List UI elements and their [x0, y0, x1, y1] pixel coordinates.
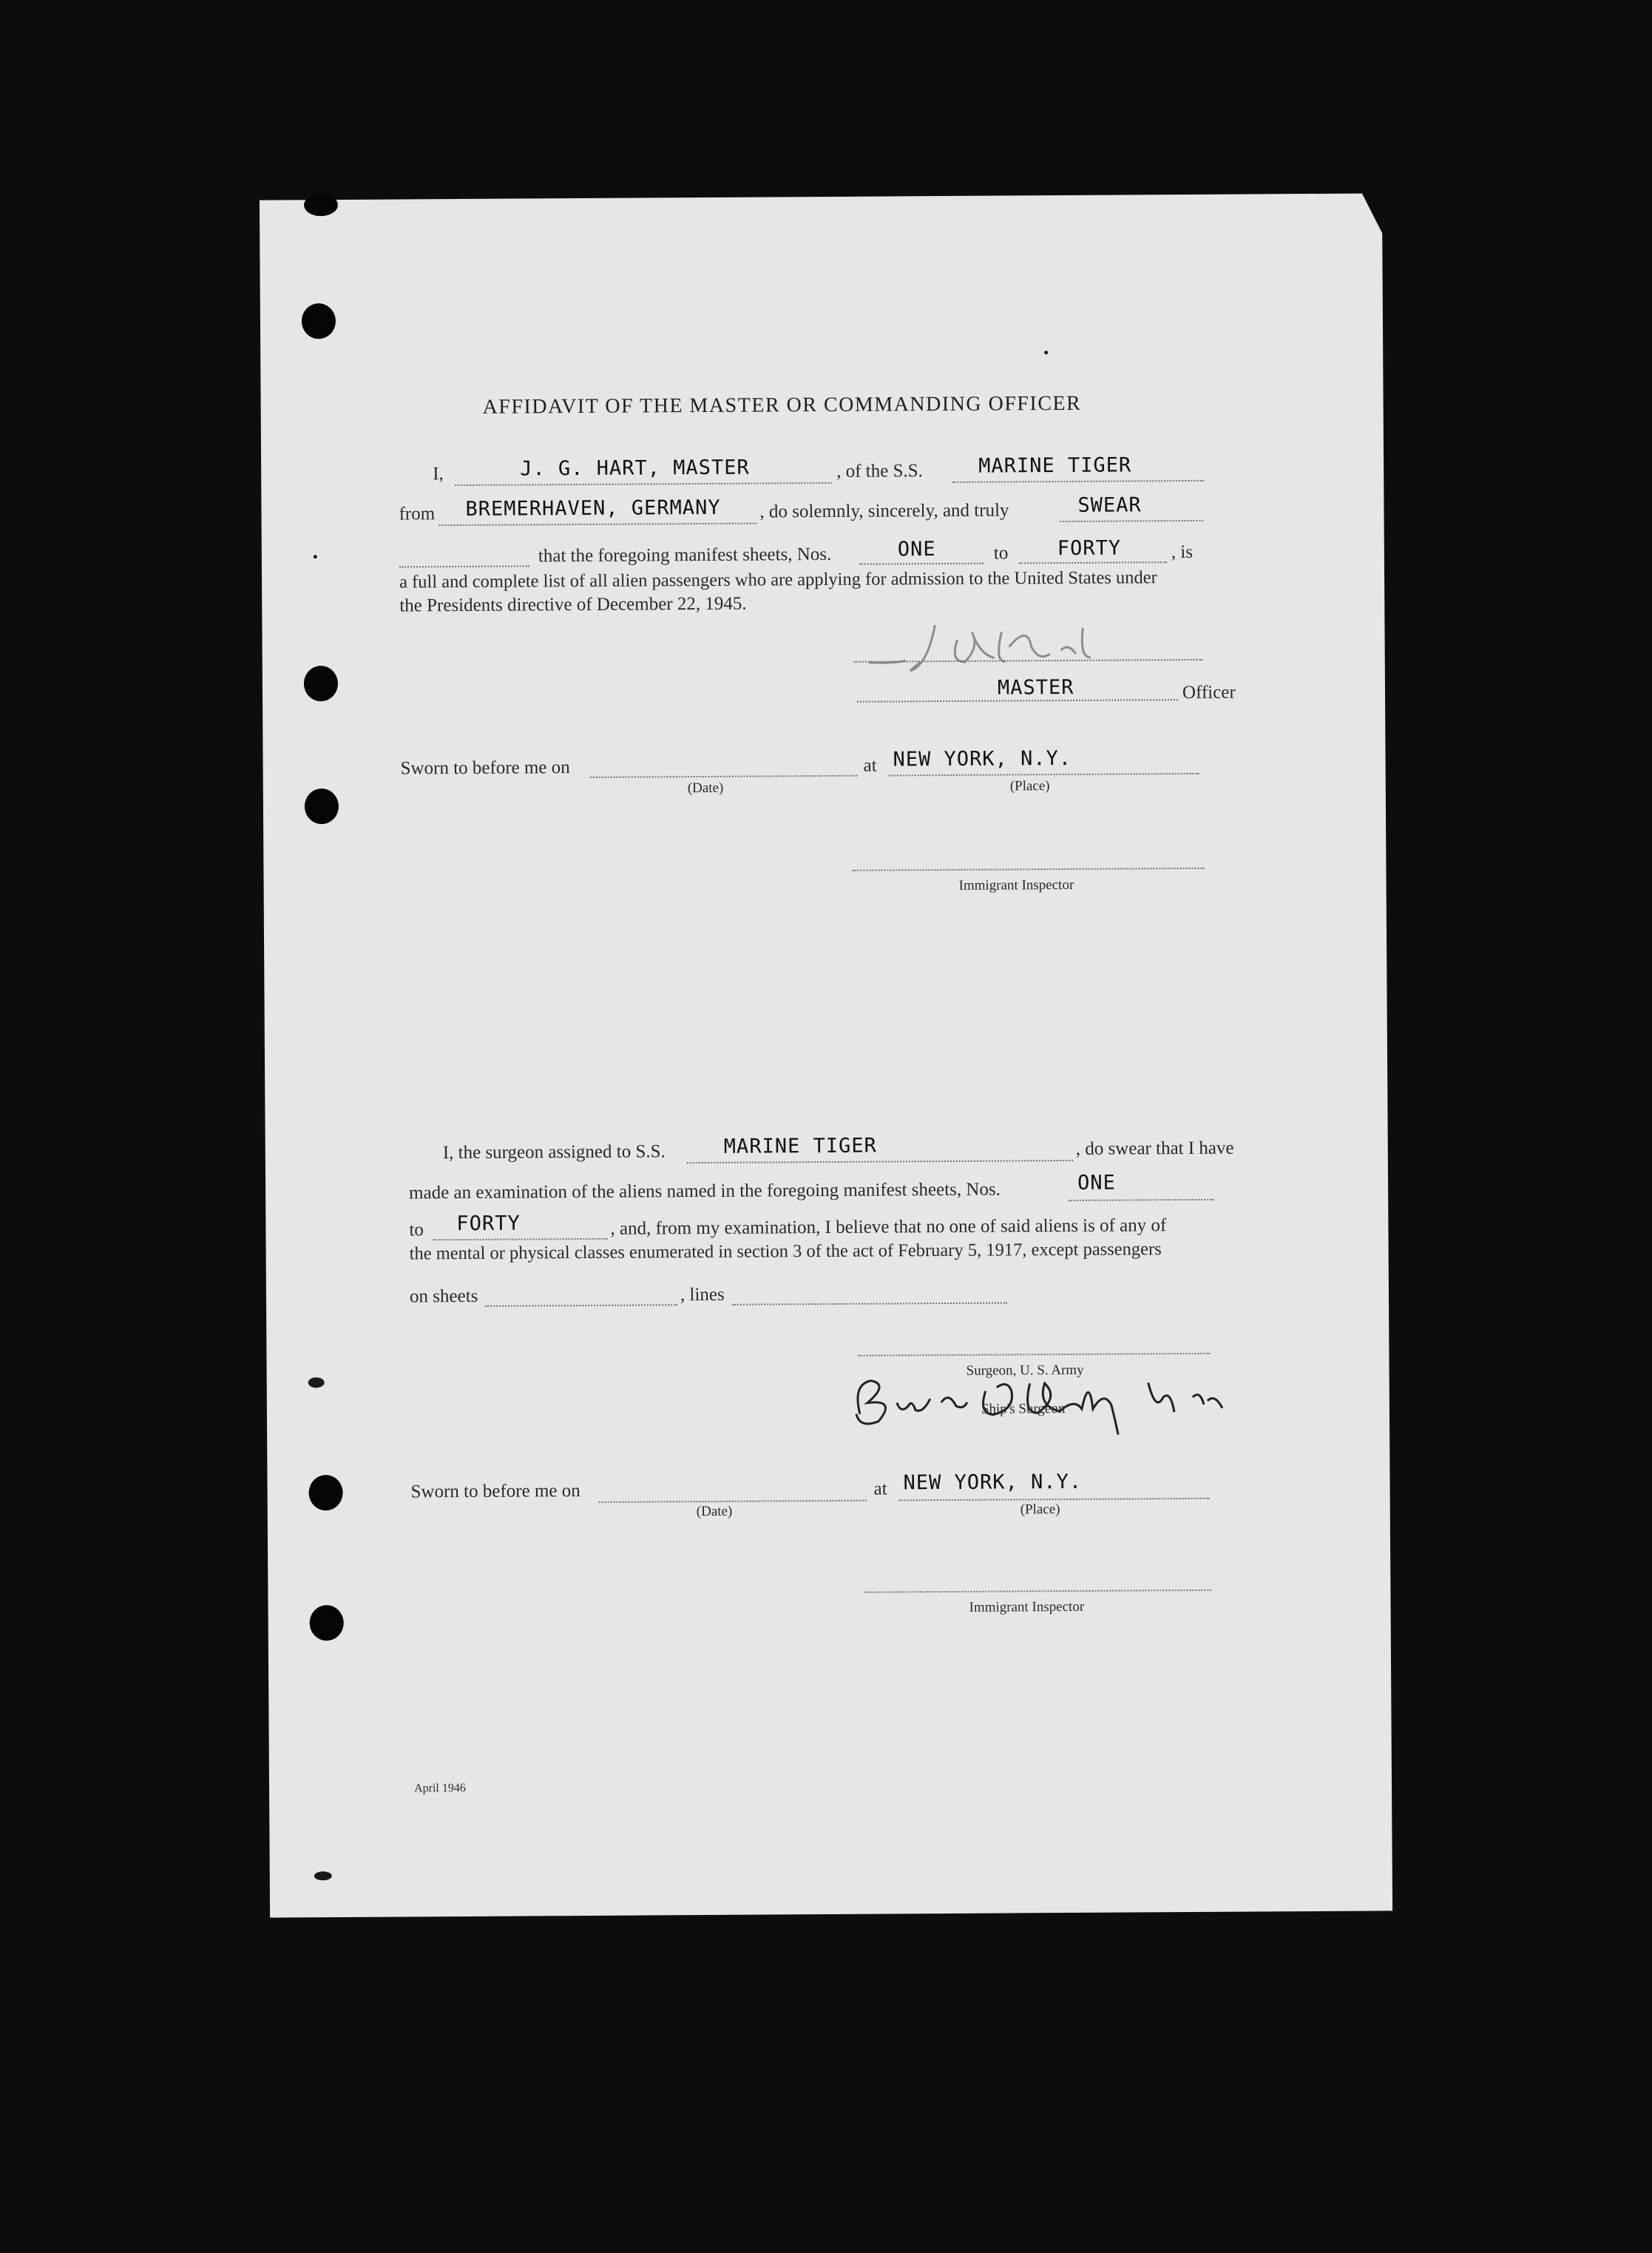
surgeon-sheet-to-line: [433, 1238, 608, 1240]
inspector-caption: Immigrant Inspector: [958, 876, 1074, 894]
officer-label: Officer: [1182, 682, 1236, 703]
date-line: [590, 775, 858, 778]
to-label: to: [993, 543, 1009, 564]
surgeon-to-label: to: [409, 1220, 424, 1240]
exam-continued: , and, from my examination, I believe that no one of said aliens is of any of: [610, 1215, 1167, 1239]
date-caption: (Date): [687, 780, 724, 797]
on-sheets-line: [485, 1304, 677, 1307]
sheet-to: FORTY: [1057, 536, 1122, 561]
surgeon-place-line: [899, 1498, 1210, 1502]
of-ss-label: , of the S.S.: [836, 461, 923, 482]
ships-surgeon-caption: Ship's Surgeon: [981, 1401, 1066, 1417]
surgeon-sheet-from: ONE: [1077, 1171, 1116, 1195]
inspector-line: [852, 868, 1204, 871]
i-label: I,: [433, 464, 444, 484]
classes-text: the mental or physical classes enumerated in section 3 of the act of February 5, 1917, except passengers: [409, 1239, 1162, 1264]
surgeon-sheet-to: FORTY: [456, 1212, 521, 1236]
on-sheets-label: on sheets: [409, 1286, 478, 1307]
folded-corner: [1361, 192, 1384, 236]
exam-text: made an examination of the aliens named in the foregoing manifest sheets, Nos.: [409, 1179, 1001, 1203]
punch-hole: [305, 788, 339, 824]
sworn-label: Sworn to before me on: [400, 757, 570, 779]
punch-hole: [308, 1475, 342, 1510]
surgeon-ship-line: [687, 1160, 1073, 1163]
master-signature: [846, 616, 1165, 685]
surgeon-date-caption: (Date): [696, 1503, 733, 1520]
master-name: J. G. HART, MASTER: [520, 456, 750, 481]
place: NEW YORK, N.Y.: [893, 746, 1072, 771]
manifest-text: that the foregoing manifest sheets, Nos.: [538, 544, 832, 567]
lines-label: , lines: [680, 1284, 725, 1305]
paper-speck: [1044, 351, 1048, 354]
surgeon-inspector-line: [864, 1590, 1211, 1593]
punch-hole: [304, 666, 338, 701]
paper-speck: [314, 1871, 332, 1880]
origin-port: BREMERHAVEN, GERMANY: [465, 496, 721, 521]
surgeon-ship-name: MARINE TIGER: [723, 1134, 877, 1158]
officer-rank: MASTER: [997, 675, 1074, 700]
body-line-3: the Presidents directive of December 22, 1945.: [399, 593, 747, 616]
lines-line: [732, 1303, 1007, 1305]
army-surgeon-line: [858, 1353, 1210, 1357]
surgeon-inspector-caption: Immigrant Inspector: [969, 1598, 1085, 1615]
sheet-from: ONE: [897, 538, 936, 561]
place-caption: (Place): [1009, 778, 1050, 794]
punch-hole: [310, 1605, 344, 1641]
blank-line: [399, 565, 529, 567]
ship-name-line: [952, 480, 1203, 483]
origin-line: [439, 523, 757, 527]
punch-hole: [302, 303, 336, 339]
swear-line: [1060, 520, 1204, 522]
officer-rank-line: [857, 699, 1178, 703]
surgeon-date-line: [599, 1500, 867, 1503]
affidavit-sheet: [260, 193, 1392, 1917]
surgeon-sworn-label: Sworn to before me on: [410, 1481, 580, 1502]
surgeon-place: NEW YORK, N.Y.: [903, 1470, 1083, 1495]
swear-text: , do solemnly, sincerely, and truly: [759, 500, 1009, 522]
surgeon-swear-text: , do swear that I have: [1075, 1138, 1234, 1159]
surgeon-sheet-from-line: [1069, 1199, 1213, 1201]
from-label: from: [399, 504, 436, 524]
at-label: at: [863, 755, 877, 776]
paper-speck: [314, 555, 317, 558]
sheet-to-line: [1019, 561, 1167, 564]
ship-name: MARINE TIGER: [978, 453, 1132, 478]
surgeon-intro: I, the surgeon assigned to S.S.: [442, 1141, 666, 1163]
surgeon-at-label: at: [873, 1479, 887, 1499]
form-date: April 1946: [413, 1781, 466, 1795]
place-line: [889, 773, 1199, 777]
body-line-2: a full and complete list of all alien passengers who are applying for admission to the United States under: [399, 567, 1157, 592]
paper-speck: [308, 1377, 325, 1388]
surgeon-place-caption: (Place): [1020, 1502, 1060, 1518]
affidavit-title: AFFIDAVIT OF THE MASTER OR COMMANDING OFFICER: [482, 391, 1082, 419]
army-surgeon-caption: Surgeon, U. S. Army: [966, 1362, 1084, 1379]
is-label: , is: [1171, 541, 1194, 563]
punch-hole: [304, 194, 338, 216]
swear-word: SWEAR: [1077, 493, 1142, 517]
master-name-line: [455, 482, 832, 486]
sheet-from-line: [859, 563, 984, 565]
